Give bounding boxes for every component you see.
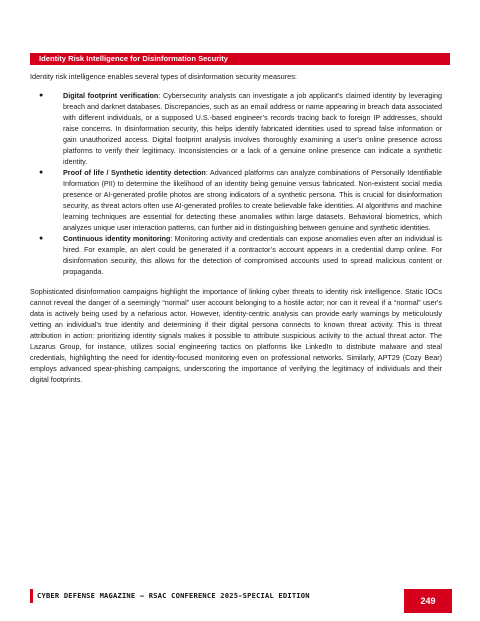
- list-item-term: Digital footprint verification: [63, 91, 159, 100]
- list-item: [30, 167, 442, 233]
- measures-list: [30, 90, 442, 277]
- section-heading: Identity Risk Intelligence for Disinformation Security: [30, 53, 450, 65]
- article-body: [30, 71, 442, 385]
- list-item: [30, 233, 442, 277]
- bullet-icon: ●: [39, 169, 44, 176]
- page-number: 249: [404, 589, 452, 613]
- bullet-icon: ●: [39, 235, 44, 242]
- bullet-icon: ●: [39, 92, 44, 99]
- list-item-text: : Advanced platforms can analyze combinations of Personally Identifiable Information (PII) to determine the likelihood of an identity being genuine versus fabricated. Non-existent social media presence or AI-generated profile photos are strong indicators of a synthetic persona. This is crucial for disinformation security, as threat actors often use AI-generated profiles to create believable fake identities. AI algorithms and machine learning techniques are essential for detecting these anomalies within large datasets. Behavioral biometrics, which analyzes unique user interaction patterns, can further aid in distinguishing between genuine and synthetic identities.: [63, 168, 442, 232]
- intro-paragraph: Identity risk intelligence enables several types of disinformation security measures:: [30, 72, 297, 81]
- list-item-text: : Cybersecurity analysts can investigate a job applicant’s claimed identity by leveraging breach and darknet databases. Discrepancies, such as an email address or name appearing in breach data associated with different individuals, or a supposed U.S.-based engineer’s records tracing back to foreign IP addresses, should raise concerns. In disinformation security, this helps identify fabricated identities used to spread false information or gain unauthorized access. Digital footprint analysis involves thoroughly examining a user's online presence across platforms to verify their legitimacy. Inconsistencies or a lack of a genuine online presence can indicate a synthetic identity.: [63, 91, 442, 166]
- list-item: [30, 90, 442, 167]
- list-item-text: : Monitoring activity and credentials can expose anomalies even after an individual is hired. For example, an alert could be generated if a contractor’s account appears in a credential dump online. For disinformation security, this allows for the detection of compromised accounts used to spread malicious content or propaganda.: [63, 234, 443, 276]
- closing-paragraph: Sophisticated disinformation campaigns highlight the importance of linking cyber threats to identity risk intelligence. Static IOCs cannot reveal the danger of a seemingly “normal” user account belonging to a hostile actor; nor can it reveal if a “normal” user's data is actively being used by a nefarious actor. However, identity-centric analysis can provide early warnings by meticulously vetting an individual's true identity and determining if their digital persona connects to known threat activity. This is threat attribution in action: prioritizing identity signals makes it possible to attribute suspicious activity to the actual threat actor. The Lazarus Group, for instance, utilizes social engineering tactics on platforms like LinkedIn to distribute malware and steal credentials, highlighting the need for identity-focused monitoring even on professional networks. Similarly, APT29 (Cozy Bear) employs advanced spear-phishing campaigns, underscoring the importance of verifying the legitimacy of individuals and their digital footprints.: [30, 287, 442, 384]
- list-item-term: Proof of life / Synthetic identity detection: [63, 168, 206, 177]
- list-item-term: Continuous identity monitoring: [63, 234, 171, 243]
- publication-footer: CYBER DEFENSE MAGAZINE – RSAC CONFERENCE 2025-SPECIAL EDITION: [30, 589, 310, 603]
